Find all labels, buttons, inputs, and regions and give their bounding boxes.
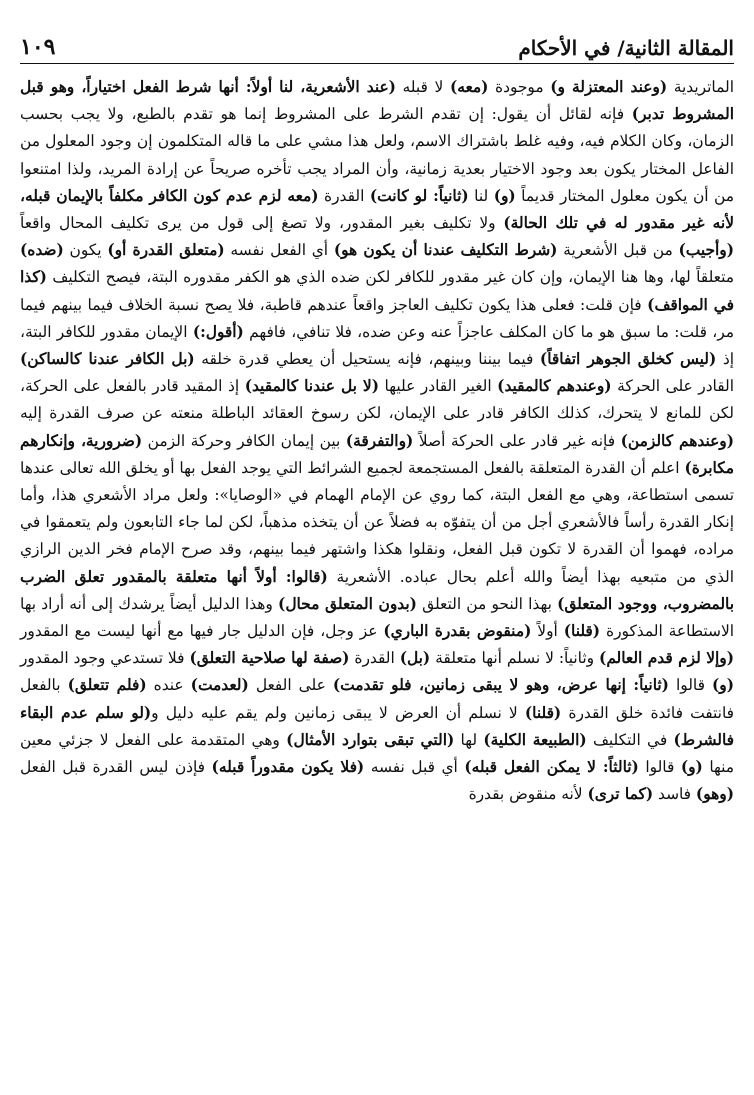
text-segment: لا نسلم أن العرض لا يبقى زمانين ولم يقم عليه دليل و xyxy=(151,703,525,722)
text-segment: أولاً xyxy=(531,622,564,641)
bold-text-segment: (التي تبقى بتوارد الأمثال) xyxy=(286,730,455,749)
bold-text-segment: (الطبيعة الكلية) xyxy=(483,730,587,749)
text-segment: على الفعل xyxy=(248,676,333,695)
text-segment: الماتريدية xyxy=(667,78,734,96)
text-segment: وثانياً: لا نسلم أنها متعلقة xyxy=(430,649,600,668)
page-header xyxy=(20,30,734,64)
bold-text-segment: (و) xyxy=(493,186,516,205)
text-segment: أي الفعل نفسه xyxy=(224,241,334,260)
text-segment: لأنه منقوض بقدرة xyxy=(468,785,588,804)
bold-text-segment: (كذا في المواقف) xyxy=(20,268,734,314)
bold-text-segment: (ليس كخلق الجوهر اتفاقاً) xyxy=(539,350,717,369)
text-segment: فاسد xyxy=(653,785,696,804)
text-segment: فإذن ليس القدرة قبل الفعل xyxy=(20,758,212,777)
text-segment: وهي المتقدمة على الفعل لا جزئي معين منها xyxy=(20,730,735,777)
text-segment: فيما بيننا وبينهم، فإنه يستحيل أن يعطي قدرة خلقه xyxy=(194,350,540,369)
text-segment: لنا xyxy=(468,186,494,205)
bold-text-segment: (بل) xyxy=(399,649,431,668)
bold-text-segment: (لعدمت) xyxy=(190,676,249,695)
text-segment: أي قبل نفسه xyxy=(364,758,465,777)
text-segment: قالوا xyxy=(668,676,712,695)
text-segment: لا قبله xyxy=(395,78,450,96)
bold-text-segment: (وعندهم كالزمن) xyxy=(620,431,735,450)
bold-text-segment: (لو سلم عدم البقاء فالشرط) xyxy=(20,703,734,749)
bold-text-segment: (صفة لها صلاحية التعلق) xyxy=(189,649,350,668)
text-segment: من قبل الأشعرية xyxy=(557,241,679,260)
text-segment: إذ المقيد قادر بالفعل على الحركة، لكن للمانع لا يتحرك، كذلك الكافر قادر على الإيمان، لكن رسوخ العقائد الباطلة منعته عن صرف القدرة إليه xyxy=(20,377,734,423)
page-number: ١٠٩ xyxy=(20,34,56,60)
bold-text-segment: (كما ترى) xyxy=(587,785,654,804)
text-segment: القدرة xyxy=(349,649,400,668)
bold-text-segment: (معه لزم عدم كون الكافر مكلفاً بالإيمان قبله، لأنه غير مقدور له في تلك الحالة) xyxy=(20,186,734,233)
text-segment: اعلم أن القدرة المتعلقة بالفعل المستجمعة لجميع الشرائط التي يوجد الفعل بها أو يخلق الله تعالى عندها تسمى استطاعة، وهي مع الفعل البتة، كما روي عن الإمام الهمام في «الوصايا»: ولعل مراد الأشعري هذا، وأما إنكار القدرة رأساً فالأشعري أجل من أن يتفوّه به فضلاً عن أن يتخذه مذهباً، لكن لما جاء التابعون ولم يتعمقوا في مراده، فهموا أن القدرة لا تكون قبل الفعل، ونقلوا هكذا واشتهر فيما بينهم، وقد صرح الإمام فخر الدين الرازي الذي من متبعيه بهذا أيضاً والله أعلم بحال عباده. الأشعرية xyxy=(20,458,734,586)
text-segment: فلا تستدعي وجود المقدور xyxy=(20,649,190,668)
bold-text-segment: (قالوا: أولاً أنها متعلقة بالمقدور تعلق الضرب بالمضروب، ووجود المتعلق) xyxy=(20,567,734,613)
text-segment: قالوا xyxy=(638,758,681,777)
bold-text-segment: (منقوض بقدرة الباري) xyxy=(383,622,532,641)
text-segment: الغير القادر عليها xyxy=(379,377,498,396)
text-segment: بهذا النحو من التعلق xyxy=(416,594,558,613)
bold-text-segment: (قلنا) xyxy=(524,703,562,722)
bold-text-segment: (أقول:) xyxy=(192,322,244,341)
bold-text-segment: (ثانياً: إنها عرض، وهو لا يبقى زمانين، فلو تقدمت) xyxy=(332,676,669,695)
text-segment: فإنه لقائل أن يقول: إن تقدم الشرط على المشروط إنما هو تقدم بالطبع، ولا يجب بحسب الزمان، وكان الكلام فيه، وفيه غلط باشتراك الاسم، ولعل هذا مشي على ما قاله المتكلمون إن وجود المعلول من الفاعل المختار يكون بعد وجود الاختيار بعدية زمانية، وأن المراد يجب تأخره صريحاً عن إرادة المريد، ولذا امتنعوا من أن يكون معلول المختار قديماً xyxy=(20,105,734,205)
text-segment: القدرة xyxy=(318,186,370,205)
bold-text-segment: (ضده) xyxy=(20,241,64,260)
bold-text-segment: (شرط التكليف عندنا أن يكون هو) xyxy=(333,241,558,260)
bold-text-segment: (وعند المعتزلة و) xyxy=(550,78,668,96)
text-segment: فإن قلت: فعلى هذا يكون تكليف العاجز واقعاً عندهم قاطبة، فلا يصح نسبة الخلاف فيما بينهم فيما مر، قلت: ما سبق هو ما كان المكلف عاجزاً عنه وعن ضده، فلا تنافي، فافهم xyxy=(20,295,734,341)
bold-text-segment: (لا بل عندنا كالمقيد) xyxy=(244,377,379,396)
bold-text-segment: (بل الكافر عندنا كالساكن) xyxy=(20,350,195,369)
body-paragraph xyxy=(20,74,734,808)
text-segment: بالفعل فانتفت فائدة خلق القدرة xyxy=(20,676,735,722)
text-segment: الإيمان مقدور للكافر البتة، إذ xyxy=(20,322,734,369)
bold-text-segment: (ضرورية، وإنكارهم مكابرة) xyxy=(20,431,734,477)
text-segment: عز وجل، فإن الدليل جار فيها مع أنها ليست مع المقدور xyxy=(20,622,384,641)
bold-text-segment: (فلا يكون مقدوراً قبله) xyxy=(211,758,365,777)
bold-text-segment: (وهو) xyxy=(695,785,734,804)
running-title: المقالة الثانية/ في الأحكام xyxy=(518,36,734,60)
bold-text-segment: (وإلا لزم قدم العالم) xyxy=(599,649,735,668)
text-segment: موجودة xyxy=(488,78,551,96)
bold-text-segment: (عند الأشعرية، لنا أولاً: أنها شرط الفعل اختياراً، وهو قبل المشروط تدبر) xyxy=(20,78,734,124)
bold-text-segment: (ثالثاً: لا يمكن الفعل قبله) xyxy=(464,758,639,777)
text-segment: وهذا الدليل أيضاً يرشدك إلى أنه أراد بها الاستطاعة المذكورة xyxy=(20,594,735,641)
bold-text-segment: (فلم تتعلق) xyxy=(67,676,147,695)
bold-text-segment: (و) xyxy=(712,676,734,695)
bold-text-segment: (ثانياً: لو كانت) xyxy=(369,186,469,205)
text-segment: ولا تكليف بغير المقدور، ولا تصغ إلى قول من يرى تكليف المحال واقعاً xyxy=(20,214,504,233)
text-segment: فإنه غير قادر على الحركة أصلاً xyxy=(413,431,621,450)
text-segment: في التكليف xyxy=(586,730,674,749)
bold-text-segment: (و) xyxy=(680,758,703,777)
bold-text-segment: (متعلق القدرة أو) xyxy=(107,241,225,260)
bold-text-segment: (معه) xyxy=(449,78,489,96)
bold-text-segment: (وعندهم كالمقيد) xyxy=(497,377,612,396)
text-segment: القادر على الحركة xyxy=(611,377,734,396)
text-segment: يكون xyxy=(63,241,108,260)
text-segment: متعلقاً لها، وها هنا الإيمان، وإن كان غير مقدور للكافر لكن ضده الذي هو الكفر مقدوره البتة، فيصح التكليف xyxy=(46,268,734,287)
text-segment: لها xyxy=(454,730,484,749)
bold-text-segment: (وأجيب) xyxy=(678,241,735,260)
book-page xyxy=(20,30,734,1075)
text-segment: عنده xyxy=(146,676,191,695)
bold-text-segment: (بدون المتعلق محال) xyxy=(278,594,417,613)
bold-text-segment: (والتفرقة) xyxy=(345,431,414,450)
bold-text-segment: (قلنا) xyxy=(563,622,601,641)
text-segment: بين إيمان الكافر وحركة الزمن xyxy=(142,431,346,450)
